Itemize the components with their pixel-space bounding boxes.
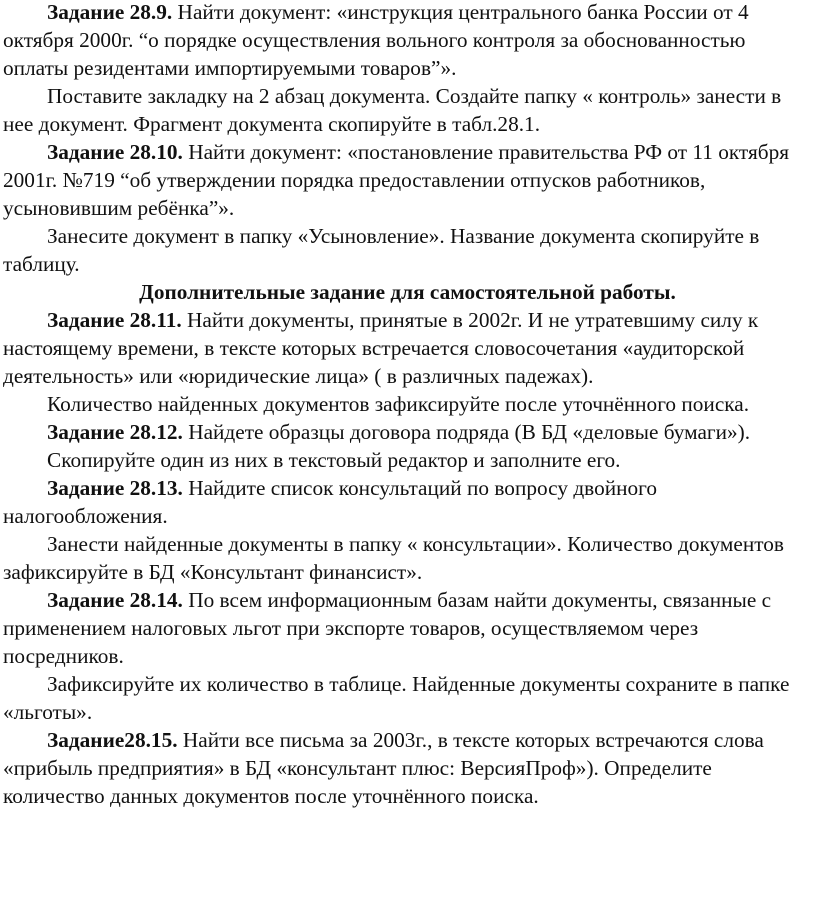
paragraph-task-28-10 (3, 138, 812, 222)
task-text: Найти документы, принятые в 2002г. И не утратевшиму силу к настоящему времени, в тексте которых встречается словосочетания «аудиторской деятельность» или «юридические лица» ( в различных падежах). (3, 308, 759, 388)
paragraph-task-28-10-instructions (3, 222, 812, 278)
paragraph-task-28-11 (3, 306, 812, 390)
task-label: Задание28.15. (47, 728, 178, 752)
task-text: Занести найденные документы в папку « консультации». Количество документов зафиксируйте в БД «Консультант финансист». (3, 532, 784, 584)
task-text: Поставите закладку на 2 абзац документа. Создайте папку « контроль» занести в нее документ. Фрагмент документа скопируйте в табл.28.1. (3, 84, 782, 136)
task-label: Задание 28.9. (47, 0, 173, 24)
task-text: Занесите документ в папку «Усыновление». Название документа скопируйте в таблицу. (3, 224, 760, 276)
task-label: Задание 28.12. (47, 420, 183, 444)
task-text: Количество найденных документов зафиксируйте после уточнённого поиска. (47, 392, 750, 416)
paragraph-task-28-12 (3, 418, 812, 446)
task-label: Задание 28.11. (47, 308, 182, 332)
task-text: Найти документ: «постановление правительства РФ от 11 октября 2001г. №719 “об утверждении порядка предоставлении отпусков работников, усыновившим ребёнка”». (3, 140, 790, 220)
task-text: Найти документ: «инструкция центрального банка России от 4 октября 2000г. “о порядке осуществления вольного контроля за обоснованностью оплаты резидентами импортируемыми товаров”». (3, 0, 749, 80)
task-label: Задание 28.13. (47, 476, 183, 500)
task-text: По всем информационным базам найти документы, связанные с применением налоговых льгот при экспорте товаров, осуществляемом через посредников. (3, 588, 772, 668)
paragraph-task-28-9-instructions (3, 82, 812, 138)
paragraph-task-28-14 (3, 586, 812, 670)
paragraph-task-28-9 (3, 0, 812, 82)
paragraph-task-28-13-instructions (3, 530, 812, 586)
task-text: Найдете образцы договора подряда (В БД «деловые бумаги»). (182, 420, 751, 444)
paragraph-task-28-13 (3, 474, 812, 530)
task-label: Задание 28.14. (47, 588, 183, 612)
paragraph-task-28-14-instructions (3, 670, 812, 726)
task-text: Найдите список консультаций по вопросу двойного налогообложения. (3, 476, 658, 528)
task-text: Скопируйте один из них в текстовый редактор и заполните его. (47, 448, 621, 472)
paragraph-task-28-12-instructions (3, 446, 812, 474)
section-heading: Дополнительные задание для самостоятельной работы. (139, 280, 676, 304)
task-label: Задание 28.10. (47, 140, 183, 164)
paragraph-task-28-11-instructions (3, 390, 812, 418)
paragraph-task-28-15 (3, 726, 812, 810)
task-text: Найти все письма за 2003г., в тексте которых встречаются слова «прибыль предприятия» в БД «консультант плюс: ВерсияПроф»). Определите количество данных документов после уточнённого поиска. (3, 728, 764, 808)
task-text: Зафиксируйте их количество в таблице. Найденные документы сохраните в папке «льготы». (3, 672, 790, 724)
